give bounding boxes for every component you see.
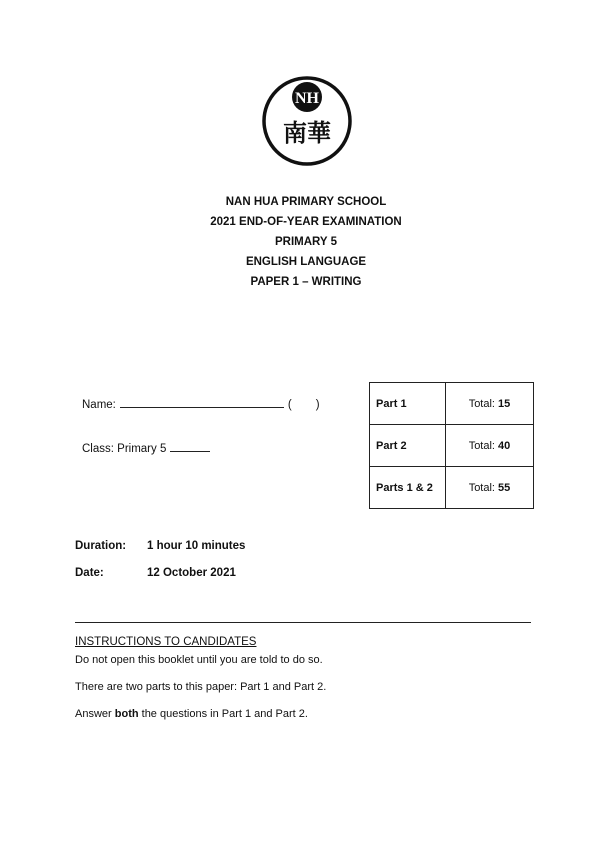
school-logo [261,75,353,167]
exam-title: 2021 END-OF-YEAR EXAMINATION [210,216,402,228]
table-row [370,467,534,509]
total-cell: Total: 55 [446,467,534,509]
class-field [82,441,210,455]
duration-line [75,540,245,552]
part-cell: Part 2 [370,425,446,467]
marks-table [369,382,534,509]
index-paren-close: ) [315,399,320,411]
name-label: Name: [82,399,116,411]
exam-header [0,192,600,292]
instructions-title: INSTRUCTIONS TO CANDIDATES [75,636,257,648]
logo-chinese-name: 南華 [283,119,331,147]
table-row [370,425,534,467]
subject: ENGLISH LANGUAGE [245,256,367,268]
instruction-line: Answer both the questions in Part 1 and Part 2. [75,708,308,720]
part-cell: Parts 1 & 2 [370,467,446,509]
duration-label: Duration: [75,540,127,552]
name-blank[interactable] [120,397,284,408]
total-cell: Total: 15 [446,383,534,425]
level: PRIMARY 5 [275,236,337,248]
class-label: Class: Primary 5 [82,443,167,455]
divider [75,622,531,623]
class-blank[interactable] [170,441,210,452]
total-cell: Total: 40 [446,425,534,467]
date-line [75,567,236,579]
date-label: Date: [75,567,104,579]
table-row [370,383,534,425]
paper-title: PAPER 1 – WRITING [250,276,362,288]
name-field [82,397,320,411]
emphasis-both: both [114,708,139,720]
duration-value: 1 hour 10 minutes [147,540,246,552]
instruction-line: Do not open this booklet until you are told to do so. [75,654,323,666]
instruction-line: There are two parts to this paper: Part 1 and Part 2. [75,681,327,693]
index-paren-open: ( [287,399,292,411]
part-cell: Part 1 [370,383,446,425]
school-name: NAN HUA PRIMARY SCHOOL [225,196,387,208]
date-value: 12 October 2021 [147,567,236,579]
logo-monogram: NH [295,90,319,107]
